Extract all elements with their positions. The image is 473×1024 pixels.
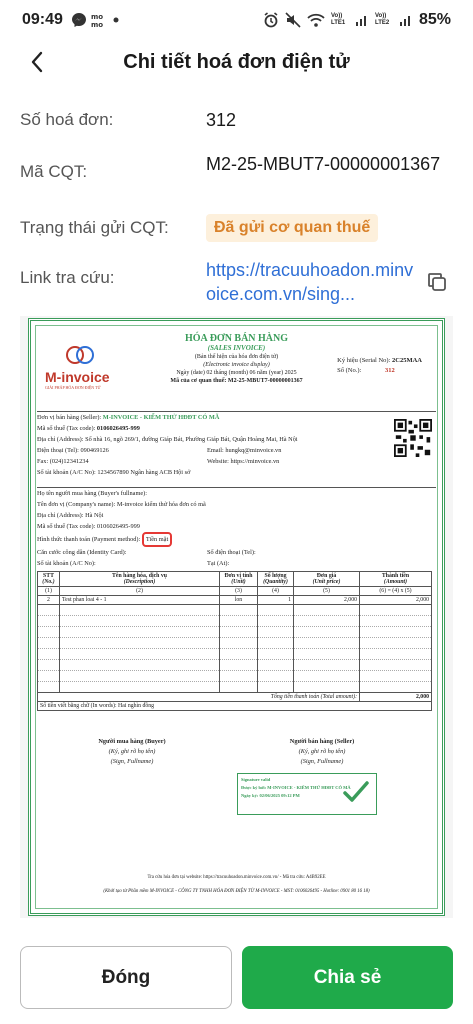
cqt-code-label: Mã CQT: <box>20 162 88 181</box>
table-cell: 2,000 <box>360 596 432 605</box>
invoice-subtitle: (SALES INVOICE) <box>207 344 266 352</box>
table-row-blank <box>38 660 432 671</box>
signed-date: Ngày ký: 02/06/2025 09:12 PM <box>241 793 300 798</box>
table-row <box>38 596 432 605</box>
signature-valid: Signature valid <box>241 777 271 782</box>
share-button[interactable]: Chia sẻ <box>242 946 453 1009</box>
alarm-icon <box>263 12 279 28</box>
lookup-link-row <box>0 258 473 306</box>
table-cell: (3) <box>220 587 258 596</box>
seller-sign-note-2: (Sign, Fullname) <box>300 758 344 765</box>
invoice-cqt-code: Mã của cơ quan thuế: M2-25-MBUT7-00000001367 <box>170 378 303 384</box>
table-header-row <box>38 572 432 587</box>
table-header: Tên hàng hóa, dịch vụ (Description) <box>60 572 220 587</box>
system-icons <box>263 11 451 29</box>
copy-icon[interactable] <box>425 270 449 294</box>
notification-icons <box>71 12 119 28</box>
buyer-sign-note-1: (Ký, ghi rõ họ tên) <box>108 748 156 755</box>
seller-label: Đơn vị bán hàng (Seller): <box>37 414 102 421</box>
invoice-note-1: (Bản thể hiện của hóa đơn điện tử) <box>194 354 279 360</box>
seller-signature <box>227 737 417 767</box>
table-index-row <box>38 587 432 596</box>
table-cell: 2,000 <box>294 596 360 605</box>
invoice-title: HÓA ĐƠN BÁN HÀNG <box>184 333 289 344</box>
table-cell: (2) <box>60 587 220 596</box>
logo-text: M-invoice <box>45 369 110 385</box>
serial-label: Ký hiệu (Serial No): <box>337 357 391 364</box>
network-2-label: Vo)) LTE2 <box>374 13 390 26</box>
buyer-tel-line: Số điện thoại (Tel): <box>207 549 256 556</box>
table-header: Thành tiền (Amount) <box>360 572 432 587</box>
table-row-blank <box>38 605 432 616</box>
invoice-items-table <box>37 571 432 711</box>
table-row-blank <box>38 627 432 638</box>
lookup-link[interactable]: https://tracuuhoadon.minvoice.com.vn/sing... <box>206 260 414 304</box>
invoice-note-2: (Electronic invoice display) <box>203 362 270 368</box>
send-status-row <box>0 214 398 242</box>
buyer-section <box>37 487 436 569</box>
invoice-serial <box>337 357 422 374</box>
buyer-sign-title: Người mua hàng (Buyer) <box>98 738 166 745</box>
page-title: Chi tiết hoá đơn điện tử <box>123 50 350 73</box>
mute-icon <box>285 12 301 28</box>
invoice-footer-software: (Khởi tạo từ Phần mềm M-INVOICE - CÔNG TY TNHH HÓA ĐƠN ĐIỆN TỬ M-INVOICE - MST: 0106026495 - Hotline: 0901 80 16 18) <box>103 889 370 894</box>
digital-signature-box <box>237 773 377 815</box>
bottom-actions <box>0 918 473 1024</box>
table-header: Đơn vị tính (Unit) <box>220 572 258 587</box>
invoice-footer-lookup: Tra cứu hóa đơn tại website: https://tracuuhoadon.minvoice.com.vn/ - Mã tra cứu: A4B92EE <box>147 875 326 880</box>
cqt-code-value: M2-25-MBUT7-00000001367 <box>206 154 441 174</box>
seller-phone: Điện thoại (Tel): 090469126 <box>37 447 109 454</box>
total-value: 2,000 <box>360 693 432 702</box>
app-bar <box>0 40 473 84</box>
svg-text:mo: mo <box>90 13 104 21</box>
logo-tagline: GIẢI PHÁP HÓA ĐƠN ĐIỆN TỬ <box>45 385 101 390</box>
qr-code-icon <box>394 419 432 457</box>
table-row-blank <box>38 671 432 682</box>
buyer-id-line: Căn cước công dân (Identity Card): <box>37 549 127 556</box>
table-header: Đơn giá (Unit price) <box>294 572 360 587</box>
total-row <box>38 693 432 702</box>
invoice-number-row <box>0 110 256 131</box>
serial-value: 2C25MAA <box>392 357 422 364</box>
status-time: 09:49 <box>22 11 63 28</box>
buyer-company-line: Tên đơn vị (Company's name): M-invoice kiểm thử hóa đơn có mã <box>37 501 206 508</box>
words-row <box>38 702 432 711</box>
lookup-link-label: Link tra cứu: <box>20 268 115 287</box>
checkmark-icon <box>342 778 370 806</box>
seller-tax-label: Mã số thuế (Tax code): <box>37 425 96 432</box>
seller-tax: 0106026495-999 <box>96 425 140 432</box>
payment-label: Hình thức thanh toán (Payment method): <box>37 536 141 543</box>
seller-address: Địa chỉ (Address): Số nhà 16, ngõ 269/1, đường Giáp Bát, Phường Giáp Bát, Quận Hoàng Mai, Hà Nội <box>37 436 298 443</box>
invoice-number-value: 312 <box>206 110 237 130</box>
invoice-document <box>28 318 445 916</box>
buyer-tax-line: Mã số thuế (Tax code): 0106026495-999 <box>37 523 140 530</box>
amount-in-words: Số tiền viết bằng chữ (In words): Hai nghìn đồng <box>38 702 432 711</box>
seller-email: Email: hungkq@minvoice.vn <box>207 447 282 454</box>
buyer-at-line: Tại (At): <box>207 560 230 567</box>
buyer-address-line: Địa chỉ (Address): Hà Nội <box>37 512 104 519</box>
seller-website: Website: https://minvoice.vn <box>207 458 280 465</box>
status-badge: Đã gửi cơ quan thuế <box>206 214 378 242</box>
table-row-blank <box>38 616 432 627</box>
cqt-code-row <box>0 152 473 182</box>
table-cell: lon <box>220 596 258 605</box>
table-cell: (4) <box>258 587 294 596</box>
table-row-blank <box>38 682 432 693</box>
svg-text:mo: mo <box>90 21 104 28</box>
battery-level: 85% <box>418 11 451 28</box>
total-label: Tổng tiền thanh toán (Total amount): <box>38 693 360 702</box>
network-1-label: Vo)) LTE1 <box>330 13 346 26</box>
signal-icon <box>355 13 369 27</box>
seller-sign-note-1: (Ký, ghi rõ họ tên) <box>298 748 346 755</box>
signed-by: Được ký bởi: M-INVOICE - KIỂM THỬ HĐĐT CÓ MÃ <box>241 785 351 790</box>
table-cell: (1) <box>38 587 60 596</box>
chevron-left-icon[interactable] <box>24 48 52 76</box>
dot-icon <box>113 17 119 23</box>
table-cell: (5) <box>294 587 360 596</box>
number-value: 312 <box>384 367 395 374</box>
table-header: Số lượng (Quantity) <box>258 572 294 587</box>
invoice-date: Ngày (date) 02 tháng (month) 06 năm (year) 2025 <box>176 370 297 376</box>
seller-name: M-INVOICE - KIỂM THỬ HĐĐT CÓ MÃ <box>102 414 220 421</box>
buyer-account-line: Số tài khoản (A/C No): <box>37 560 96 567</box>
momo-icon <box>91 12 109 28</box>
seller-section <box>37 411 436 478</box>
buyer-sign-note-2: (Sign, Fullname) <box>110 758 154 765</box>
seller-sign-title: Người bán hàng (Seller) <box>289 738 355 745</box>
invoice-number-label: Số hoá đơn: <box>20 110 114 129</box>
signal-icon-2 <box>399 13 413 27</box>
payment-value: Tiền mặt <box>142 532 172 547</box>
table-cell: (6) = (4) x (5) <box>360 587 432 596</box>
table-cell: Test phan loai 4 - 1 <box>60 596 220 605</box>
table-row-blank <box>38 638 432 649</box>
close-button[interactable]: Đóng <box>20 946 232 1009</box>
number-label: Số (No.): <box>337 367 362 374</box>
buyer-signature <box>37 737 227 767</box>
table-row-blank <box>38 649 432 660</box>
wifi-icon <box>307 12 325 28</box>
table-cell: 2 <box>38 596 60 605</box>
status-bar <box>0 0 473 40</box>
send-status-label: Trạng thái gửi CQT: <box>20 218 169 237</box>
buyer-name-line: Họ tên người mua hàng (Buyer's fullname): <box>37 490 148 497</box>
signatures <box>37 737 436 767</box>
seller-account: Số tài khoản (A/C No): 1234567890 Ngân hàng ACB Hội sở <box>37 469 191 476</box>
invoice-preview <box>20 316 453 918</box>
messenger-icon <box>71 12 87 28</box>
table-header: STT (No.) <box>38 572 60 587</box>
seller-fax: Fax: (024)12341234 <box>37 458 89 465</box>
table-cell: 1 <box>258 596 294 605</box>
